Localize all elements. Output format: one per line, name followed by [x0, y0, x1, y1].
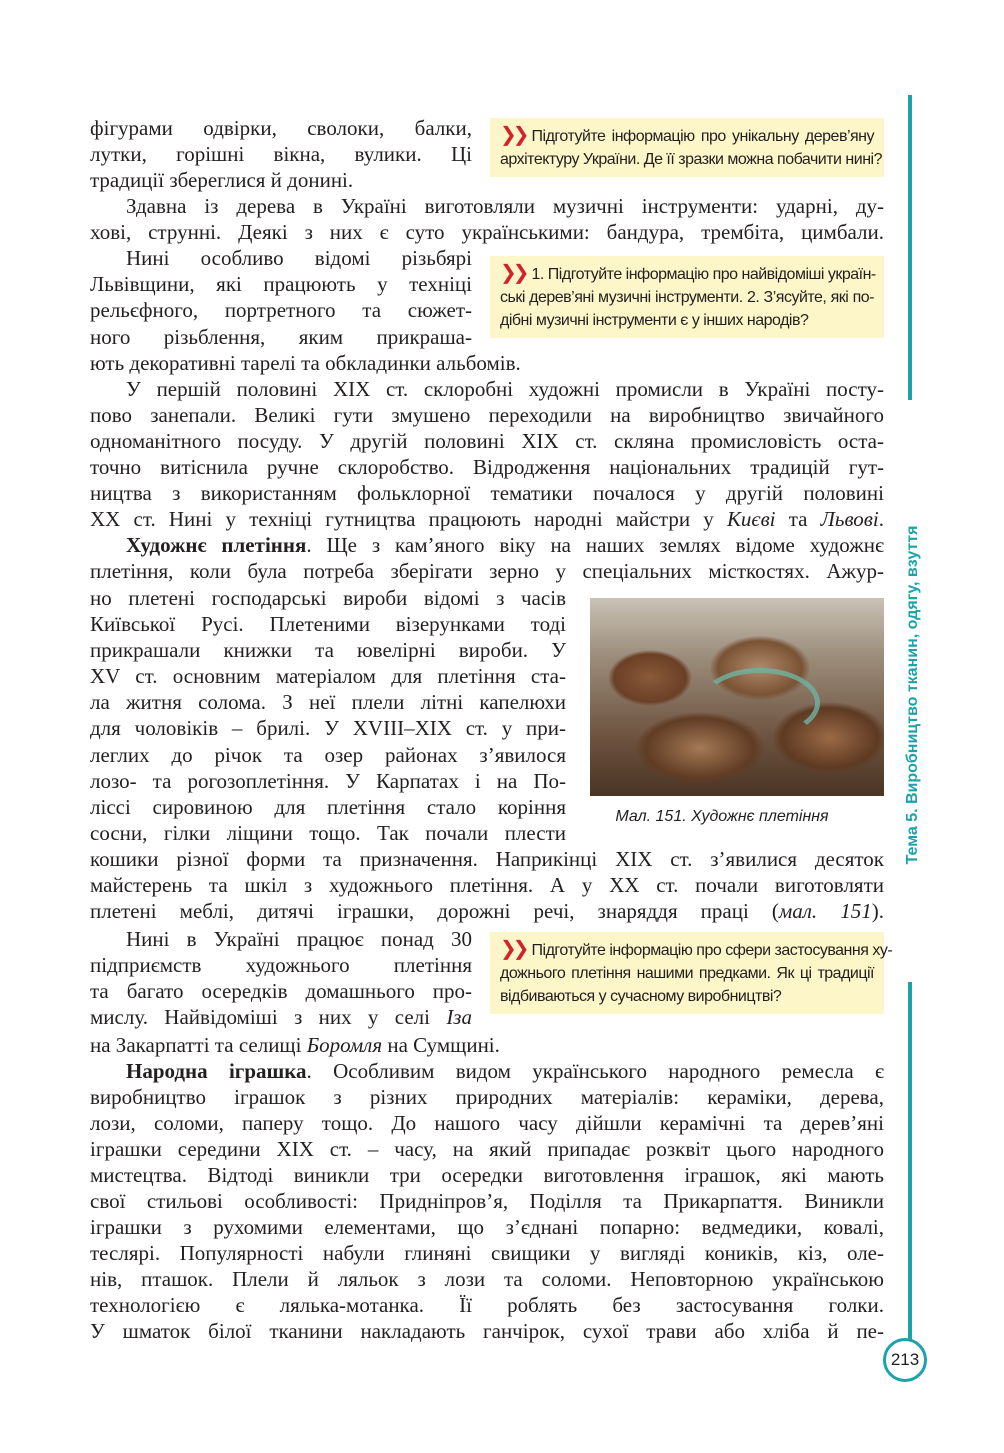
text-line	[90, 141, 472, 167]
text-run: ють декоративні тарелі та обкладинки альбомів.	[90, 351, 521, 375]
text-run: хові, струнні. Деякі з них є суто українськими: бандура, трембіта, цимбали.	[90, 220, 884, 244]
task-line	[500, 124, 874, 148]
text-run: прикрашали книжки та ювелірні вироби. У	[90, 638, 566, 662]
italic-term: Боромля	[306, 1033, 383, 1057]
sidebar-rule-bottom	[908, 982, 912, 1342]
text-line	[90, 978, 472, 1004]
text-line	[90, 952, 472, 978]
text-run: рельєфного, портретного та сюжет-	[90, 298, 472, 322]
text-run: XV ст. основним матеріалом для плетіння ста-	[90, 664, 566, 688]
task-line	[500, 309, 874, 332]
task-line	[500, 148, 882, 171]
task-box	[490, 118, 884, 177]
text-run: ництва з використанням фольклорної тематики почалося у другій половині	[90, 481, 884, 505]
text-line	[90, 115, 472, 141]
bold-heading: Народна іграшка	[126, 1059, 307, 1083]
bold-heading: Художнє плетіння	[126, 533, 307, 557]
text-run: но плетені господарські вироби відомі з часів	[90, 586, 566, 610]
text-line	[90, 193, 884, 219]
text-run: лозо- та рогозоплетіння. У Карпатах і на По-	[90, 769, 566, 793]
text-run: традиції збереглися й донині.	[90, 168, 354, 192]
text-run: плетіння, коли була потреба зберігати зерно у спеціальних місткостях. Ажур-	[90, 559, 884, 583]
text-run: XX ст. Нині у техніці гутництва працюють народні майстри у	[90, 507, 727, 531]
text-run: одноманітного посуду. У другій половині XIX ст. скляна промисловість оста-	[90, 429, 884, 453]
task-box	[490, 932, 893, 1014]
text-line	[90, 1292, 884, 1318]
text-run: Здавна із дерева в Україні виготовляли музичні інструменти: ударні, ду-	[126, 194, 884, 218]
photo-hoop-detail	[700, 668, 820, 738]
text-line	[90, 558, 884, 584]
task-text: відбиваються у сучасному виробництві?	[500, 988, 782, 1005]
double-chevron-right-icon: ❯❯	[500, 124, 526, 146]
text-run: виробництво іграшок з різних природних матеріалів: кераміки, дерева,	[90, 1085, 884, 1109]
text-run: нів, пташок. Плели й ляльок з лози та соломи. Неповторною українською	[90, 1267, 884, 1291]
text-line	[90, 271, 472, 297]
double-chevron-right-icon: ❯❯	[500, 262, 526, 284]
text-line	[90, 1136, 884, 1162]
text-run: Львівщини, які працюють у техніці	[90, 272, 472, 296]
text-run: іграшки середини XIX ст. – часу, на який припадає розквіт цього народного	[90, 1137, 884, 1161]
text-line	[90, 872, 884, 898]
text-line	[90, 742, 566, 768]
text-line	[90, 219, 884, 245]
text-line	[90, 1318, 884, 1344]
text-run: У першій половині XIX ст. склоробні художні промисли в Україні посту-	[126, 377, 884, 401]
task-text: дібні музичні інструменти є у інших народів?	[500, 312, 809, 329]
text-line	[90, 637, 566, 663]
text-run: мислу. Найвідоміші з них у селі	[90, 1005, 447, 1029]
text-run: точно витіснила ручне склоробство. Відродження національних традицій гут-	[90, 455, 884, 479]
text-run: лози, соломи, паперу тощо. До нашого часу дійшли керамічні та дерев’яні	[90, 1111, 884, 1135]
text-line	[90, 1240, 884, 1266]
text-run: лутки, горішні вікна, вулики. Ці	[90, 142, 472, 166]
text-run: ла житня солома. З неї плели літні капелюхи	[90, 690, 566, 714]
text-run: У шматок білої тканини накладають ганчірок, сухої трави або хліба й пе-	[90, 1319, 884, 1343]
text-run: . Ще з кам’яного віку на наших землях відоме художнє	[306, 533, 884, 557]
text-line	[90, 1084, 884, 1110]
text-line	[90, 715, 566, 741]
text-run: ліссі сировиною для плетіння стало коріння	[90, 795, 566, 819]
text-run: на Закарпатті та селищі	[90, 1033, 307, 1057]
italic-term: Іза	[446, 1005, 472, 1029]
text-run: та	[775, 507, 821, 531]
double-chevron-right-icon: ❯❯	[500, 938, 526, 960]
sidebar-rule-top	[908, 95, 912, 400]
text-line	[90, 376, 884, 402]
task-text: дожнього плетіння нашими предками. Як ці традиції	[500, 965, 874, 982]
text-line	[90, 1032, 884, 1058]
task-line	[500, 938, 893, 962]
task-line	[500, 985, 874, 1008]
text-run: майстерень та шкіл з художнього плетіння. А у XX ст. почали виготовляти	[90, 873, 884, 897]
text-line	[90, 324, 472, 350]
text-line	[90, 1214, 884, 1240]
task-line	[500, 286, 874, 309]
text-line	[90, 1110, 884, 1136]
text-run: свої стильові особливості: Придніпров’я, Поділля та Прикарпаття. Виникли	[90, 1189, 884, 1213]
italic-term: мал. 151	[778, 899, 872, 923]
text-line	[90, 926, 472, 952]
task-text: ські дерев’яні музичні інструменти. 2. З’ясуйте, які по-	[500, 289, 874, 306]
chapter-title-vertical: Тема 5. Виробництво тканин, одягу, взуття	[904, 525, 921, 865]
text-line	[90, 1162, 884, 1188]
text-run: для чоловіків – брилі. У XVIII–XIX ст. у при-	[90, 716, 566, 740]
text-run: на Сумщині.	[382, 1033, 500, 1057]
text-run: теслярі. Популярності набули глиняні свищики у вигляді коників, кіз, оле-	[90, 1241, 884, 1265]
text-line	[90, 585, 566, 611]
text-run: леглих до річок та озер районах з’явилося	[90, 743, 566, 767]
task-text: архітектуру України. Де її зразки можна побачити нині?	[500, 151, 882, 168]
task-text: 1. Підготуйте інформацію про найвідоміші україн-	[531, 266, 876, 283]
text-run: . Особливим видом українського народного ремесла є	[306, 1059, 884, 1083]
task-box	[490, 256, 884, 338]
italic-term: Львові	[820, 507, 879, 531]
text-line	[90, 245, 472, 271]
text-run: ).	[871, 899, 885, 923]
task-line	[500, 262, 874, 286]
text-run: іграшки з рухомими елементами, що з’єднані попарно: ведмедики, ковалі,	[90, 1215, 884, 1239]
text-run: Київської Русі. Плетеними візерунками тоді	[90, 612, 566, 636]
task-text: Підготуйте інформацію про унікальну дерев’яну	[531, 128, 874, 145]
text-run: .	[878, 507, 884, 531]
text-run: Нині в Україні працює понад 30	[126, 927, 472, 951]
text-line	[90, 1188, 884, 1214]
task-text: Підготуйте інформацію про сфери застосування ху-	[531, 942, 893, 959]
text-line	[90, 428, 884, 454]
text-line	[90, 1004, 472, 1030]
text-line	[90, 820, 566, 846]
page-number: 213	[883, 1338, 927, 1382]
text-line	[90, 480, 884, 506]
text-run: пово занепали. Великі гути змушено переходили на виробництво звичайного	[90, 403, 884, 427]
text-run: кошики різної форми та призначення. Наприкінці XIX ст. з’явилися десяток	[90, 847, 884, 871]
text-line	[90, 506, 884, 532]
task-line	[500, 962, 874, 985]
text-line	[90, 846, 884, 872]
text-run: плетені меблі, дитячі іграшки, дорожні речі, знаряддя праці (	[90, 899, 779, 923]
text-run: технологією є лялька-мотанка. Її роблять без застосування голки.	[90, 1293, 884, 1317]
text-line	[90, 611, 566, 637]
text-run: фігурами одвірки, сволоки, балки,	[90, 116, 472, 140]
text-run: мистецтва. Відтоді виникли три осередки виготовлення іграшок, які мають	[90, 1163, 884, 1187]
figure-151-wicker-weaving-photo	[590, 598, 884, 796]
text-line	[90, 898, 884, 924]
text-line	[90, 1266, 884, 1292]
text-line	[90, 454, 884, 480]
italic-term: Києві	[726, 507, 776, 531]
text-line	[90, 1058, 884, 1084]
text-line	[90, 663, 566, 689]
text-run: ного різьблення, яким прикраша-	[90, 325, 472, 349]
text-line	[90, 297, 472, 323]
text-line	[90, 689, 566, 715]
text-line	[90, 768, 566, 794]
figure-caption: Мал. 151. Художнє плетіння	[615, 808, 829, 825]
text-run: та багато осередків домашнього про-	[90, 979, 472, 1003]
text-run: Нині особливо відомі різьбярі	[126, 246, 472, 270]
text-line	[90, 167, 472, 193]
text-line	[90, 794, 566, 820]
text-run: сосни, гілки ліщини тощо. Так почали плести	[90, 821, 566, 845]
text-line	[90, 350, 884, 376]
text-line	[90, 532, 884, 558]
text-line	[90, 402, 884, 428]
text-run: підприємств художнього плетіння	[90, 953, 472, 977]
